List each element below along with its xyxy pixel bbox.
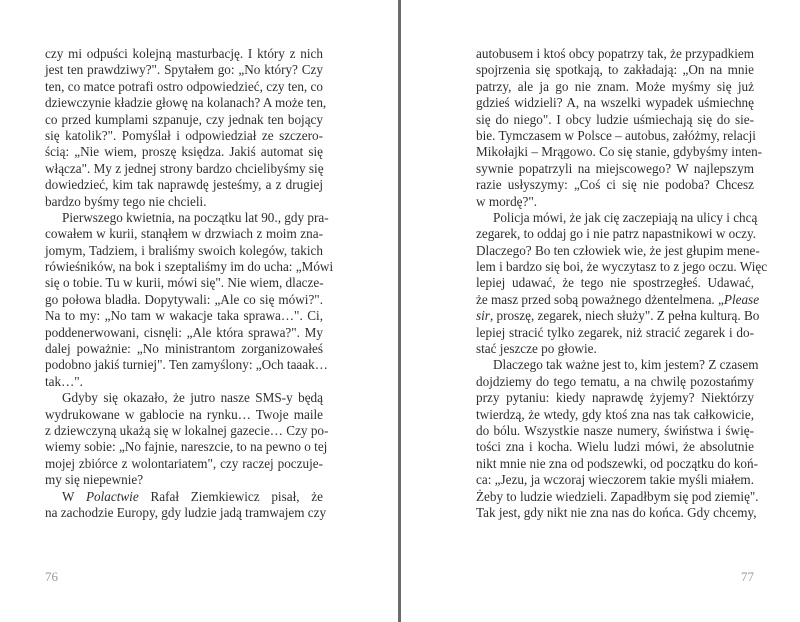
text-segment: razie usłyszymy: „Coś ci się nie podoba? Chcesz (476, 177, 754, 193)
text-line (45, 504, 327, 521)
text-line (45, 292, 323, 308)
text-segment: ścią: „Nie wiem, proszę księdza. Jakiś automat się (45, 144, 323, 160)
text-segment: sywnie popatrzyli na miejscowego? W najlepszym (476, 160, 754, 176)
text-segment: dziewczynie kładzie głowę na kolanach? A może ten, (45, 95, 327, 111)
text-segment: przy pytaniu: kiedy naprawdę żyjemy? Niektórzy (476, 390, 754, 406)
text-line (45, 325, 323, 341)
text-segment: dowiedzieć, kim tak naprawdę jesteśmy, a z drugiej (45, 177, 323, 193)
text-segment: twierdzą, że wtedy, gdy ktoś zna nas tak całkowicie, (476, 406, 754, 422)
text-segment: w mordę?". (476, 193, 538, 209)
text-line (476, 423, 754, 439)
text-line (476, 226, 757, 242)
text-segment: my się niepewnie? (45, 472, 144, 488)
text-segment: włącza". My z jednej strony bardzo chcielibyśmy się (45, 160, 324, 176)
text-line (45, 341, 323, 357)
text-line (476, 488, 759, 505)
text-line (476, 144, 763, 160)
text-segment: tak…". (45, 373, 83, 389)
text-line (45, 177, 323, 193)
text-segment: Gdyby się okazało, że jutro nasze SMS-y będą (62, 390, 323, 406)
text-line (476, 357, 759, 373)
text-line (45, 112, 323, 128)
text-segment: mojej zbiórce z wolontariatem", czy raczej poczuje- (45, 455, 323, 471)
page-number: 76 (45, 569, 58, 584)
text-segment: rówieśników, na bok i szeptaliśmy im do ucha: „Mówi (45, 259, 334, 275)
italic-text: Please (723, 291, 760, 307)
text-line (45, 439, 328, 455)
text-segment: spojrzenia się spotkają, to zakładają: „On na mnie (476, 62, 754, 78)
right-page (401, 0, 800, 622)
text-segment: do bólu. Wszystkie nasze numery, świństwa i świę- (476, 422, 754, 438)
text-segment: wydrukowane w gablocie na rynku… Twoje maile (45, 406, 323, 422)
text-line (476, 325, 754, 341)
text-segment: Pierwszego kwietnia, na początku lat 90., gdy pra- (62, 209, 329, 225)
text-segment: dalej poważnie: „No ministrantom zorganizowałeś (45, 341, 323, 357)
text-segment: poddenerwowani, cisnęli: „Ale która sprawa?". My (45, 324, 323, 340)
text-line (45, 407, 323, 423)
text-line (476, 291, 760, 308)
text-line (45, 259, 334, 275)
text-line (476, 374, 754, 390)
left-page-body (45, 46, 334, 521)
text-segment: Dlaczego? Bo ten człowiek wie, że jest głupim mene- (476, 242, 760, 258)
text-segment: bie. Tymczasem w Polsce – autobus, załóżmy, relacji (476, 127, 756, 143)
text-segment: czy mi odpuści kolejną masturbację. I który z nich (45, 46, 323, 61)
text-segment: stać jeszcze po głowie. (476, 341, 597, 357)
left-page (0, 0, 399, 622)
text-segment: autobusem i ktoś obcy popatrzy tak, że przypadkiem (476, 46, 754, 61)
text-line (476, 275, 754, 291)
text-segment: tości zna i kocha. Wielu ludzi mówi, że absolutnie (476, 439, 754, 455)
text-segment: patrzy, ale ja go nie znam. Może myśmy się już (476, 78, 754, 94)
text-line (45, 128, 323, 144)
text-segment: cowałem w kurii, stanąłem w drzwiach z moim zna- (45, 226, 323, 242)
text-segment: lepiej udawać, że tego nie spostrzegłeś. Udawać, (476, 275, 754, 291)
text-segment: się katolik?". Pomyślał i odpowiedział ze szczero- (45, 127, 323, 143)
text-line (476, 390, 754, 406)
text-segment: dojdziemy do tego tematu, a na chwilę pozostańmy (476, 373, 754, 389)
text-line (476, 79, 754, 95)
text-line (45, 472, 323, 488)
text-line (45, 161, 323, 177)
text-line (476, 194, 754, 210)
text-line (45, 456, 323, 472)
text-line (45, 390, 323, 406)
text-line (476, 472, 754, 488)
text-line (45, 422, 329, 439)
text-segment: Policja mówi, że jak cię zaczepiają na ulicy i chcą (493, 209, 758, 225)
text-line (45, 489, 323, 505)
text-segment: Tak jest, gdy nikt nie zna nas do końca. Gdy chcemy, (476, 504, 757, 520)
text-line (45, 357, 328, 373)
text-segment: podobno jakiś turniej". Ten zamyślony: „Och taaak… (45, 357, 328, 373)
text-segment: Mikołajki – Mrągowo. Co się stanie, gdybyśmy inten- (476, 144, 763, 160)
text-line (45, 194, 323, 210)
text-line (45, 95, 327, 111)
text-line (45, 79, 323, 95)
text-segment: na zachodzie Europy, gdy ludzie jadą tramwajem czy (45, 504, 327, 520)
text-line (45, 62, 323, 78)
text-line (476, 62, 754, 78)
text-segment: wiemy sobie: „No fajnie, nareszcie, to na pewno o tej (45, 439, 328, 455)
text-segment: Dlaczego tak ważne jest to, kim jestem? Z czasem (493, 357, 759, 373)
text-line (476, 209, 758, 226)
text-segment: Na to my: „No tam w wakacje taka sprawa…". Ci, (45, 308, 323, 324)
text-segment: , proszę, zegarek, niech służy". Z pełna kulturą. Bo (489, 308, 760, 324)
text-line (476, 161, 754, 177)
text-segment: się o tobie. Tu w kurii, mówi się". Nie wiem, dlacze- (45, 275, 324, 291)
text-line (45, 226, 323, 242)
text-segment: Rafał Ziemkiewicz pisał, że (138, 488, 323, 504)
text-line (45, 144, 323, 160)
right-page-body (476, 46, 768, 521)
text-segment: lem i bardzo się boi, że wyczytasz to z jego oczu. Więc (476, 259, 768, 275)
text-line (476, 407, 754, 423)
text-line (476, 128, 754, 144)
text-segment: lepiej stracić tylko zegarek, niż stracić zegarek i do- (476, 324, 754, 340)
text-line (476, 95, 754, 111)
text-line (476, 455, 758, 472)
text-segment: gdzieś widzieli? A, na wszelki wypadek uśmiechnę (476, 95, 754, 111)
text-line (476, 242, 760, 259)
text-line (45, 374, 323, 390)
text-segment: go połowa bladła. Dopytywali: „Ale co się mówi?". (45, 291, 323, 307)
text-segment: bardzo byśmy tego nie chcieli. (45, 193, 207, 209)
text-segment: Żeby to ludzie wiedzieli. Zapadłbym się pod ziemię". (476, 488, 759, 504)
text-segment: jest ten prawdziwy?". Spytałem go: „No który? Czy (45, 62, 323, 78)
text-segment: nikt mnie nie zna od podszewki, od początku do koń- (476, 455, 758, 471)
text-line (476, 177, 754, 193)
text-line (45, 46, 323, 62)
text-segment: W (62, 488, 86, 504)
text-segment: ten, co matce potrafi ostro odpowiedzieć, czy ten, co (45, 78, 323, 94)
text-segment: że masz przed sobą poważnego dżentelmena. „ (476, 291, 724, 307)
text-line (476, 46, 754, 62)
italic-text: sir (476, 308, 490, 324)
text-line (45, 243, 323, 259)
text-segment: się do niego". I obcy ludzie uśmiechają się do sie- (476, 111, 754, 127)
text-line (476, 439, 754, 455)
text-line (45, 275, 323, 291)
text-line (45, 209, 329, 226)
text-line (476, 112, 754, 128)
text-line (476, 308, 760, 324)
text-line (476, 259, 768, 275)
text-line (45, 308, 323, 324)
text-line (476, 504, 757, 521)
italic-text: Polactwie (85, 488, 139, 504)
text-segment: jomym, Tadziem, i braliśmy swoich kolegów, takich (45, 242, 323, 258)
text-line (476, 341, 754, 357)
text-segment: zegarek, to oddaj go i nie patrz napastnikowi w oczy. (476, 226, 757, 242)
text-segment: ca: „Jezu, ja wczoraj wieczorem takie myśli miałem. (476, 472, 754, 488)
page-number: 77 (741, 569, 754, 584)
text-segment: co przed kumplami szpanuje, czy jednak ten bojący (45, 111, 323, 127)
text-segment: z dziewczyną ukażą się w lokalnej gazecie… Czy po- (45, 422, 329, 438)
